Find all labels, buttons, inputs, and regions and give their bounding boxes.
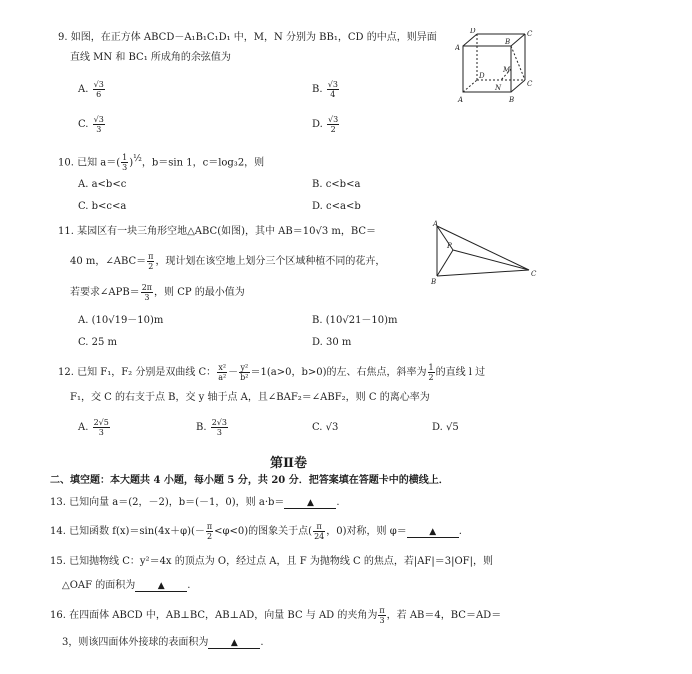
label-a: A bbox=[458, 96, 464, 104]
q12-stem-line1: 12. 已知 F₁，F₂ 分别是双曲线 C： $\frac{\text{x²}}{\text{a²}}$ － $\frac{\text{y²}}{\text{b²}}$ ＝1(a>0，b>0)的左、右焦点，斜率为 $\frac{1}{2}$ 的直线 l 过 bbox=[58, 363, 486, 382]
q11-option-a: A. (10√19－10)m bbox=[78, 315, 164, 326]
q15-blank: ▲ bbox=[135, 581, 187, 592]
q10-option-b: B. c<b<a bbox=[312, 179, 361, 190]
q12-option-a: A. $\frac{2√5}{3}$ bbox=[78, 418, 109, 437]
label-m: M bbox=[503, 66, 511, 74]
q14: 14. 已知函数 f(x)＝sin(4x＋φ)(－ $\frac{\pi}{2}$ <φ<0)的图象关于点( $\frac{\pi}{24}$ ，0)对称，则 φ＝ ▲ . bbox=[50, 522, 462, 541]
q9-number: 9. bbox=[58, 32, 68, 43]
q16-blank: ▲ bbox=[208, 638, 260, 649]
q9-stem-line1 bbox=[58, 32, 437, 44]
q10-stem: 10. 已知 a＝( $\frac{1}{3}$ )$^{\frac{1}{2}}$，b＝sin 1，c＝log₃2，则 bbox=[58, 153, 265, 173]
q11-option-b: B. (10√21－10)m bbox=[312, 315, 398, 326]
q15-line1: 15. 已知抛物线 C：y²＝4x 的顶点为 O，经过点 A，且 F 为抛物线 C 的焦点，若|AF|＝3|OF|，则 bbox=[50, 556, 493, 567]
label-p: P bbox=[447, 242, 452, 250]
label-a1: A bbox=[455, 44, 461, 52]
q12-option-d: D. √5 bbox=[432, 422, 459, 433]
q15-line2: △OAF 的面积为 ▲ . bbox=[62, 580, 191, 591]
q13-blank: ▲ bbox=[284, 498, 336, 509]
q9-option-d: D. $\frac{√3}{2}$ bbox=[312, 115, 339, 134]
q10-option-d: D. c<a<b bbox=[312, 201, 361, 212]
q10-option-a: A. a<b<c bbox=[78, 179, 127, 190]
label-c: C bbox=[531, 270, 537, 278]
q14-blank: ▲ bbox=[407, 527, 459, 538]
label-d1: D bbox=[470, 28, 476, 35]
cube-figure bbox=[455, 28, 535, 106]
q16-line1: 16. 在四面体 ABCD 中，AB⊥BC，AB⊥AD，向量 BC 与 AD 的夹角为 $\frac{\pi}{3}$ ，若 AB＝4，BC＝AD＝ bbox=[50, 606, 502, 625]
q12-option-c: C. √3 bbox=[312, 422, 339, 433]
q11-stem-line3: 若要求∠APB＝ $\frac{2\pi}{3}$ ，则 CP 的最小值为 bbox=[70, 283, 245, 302]
label-c: C bbox=[527, 80, 533, 88]
q9-option-b: B. $\frac{√3}{4}$ bbox=[312, 80, 338, 99]
part2-section-heading: 二、填空题：本大题共 4 小题，每小题 5 分，共 20 分．把答案填在答题卡中的横线上． bbox=[50, 475, 449, 486]
q9-option-c: C. $\frac{√3}{3}$ bbox=[78, 115, 104, 134]
label-a: A bbox=[433, 220, 439, 228]
q10-option-c: C. b<c<a bbox=[78, 201, 127, 212]
q11-stem-line1: 11. 某园区有一块三角形空地△ABC(如图)，其中 AB＝10√3 m，BC＝ bbox=[58, 226, 377, 237]
q16-line2: 3，则该四面体外接球的表面积为 ▲ . bbox=[62, 637, 264, 648]
label-d: D bbox=[479, 72, 485, 80]
q9-stem-text: 如图，在正方体 ABCD－A₁B₁C₁D₁ 中，M，N 分别为 BB₁，CD 的中点，则异面 bbox=[70, 32, 437, 43]
q9-option-a: A. $\frac{√3}{6}$ bbox=[78, 80, 104, 99]
q11-option-c: C. 25 m bbox=[78, 337, 118, 348]
label-b1: B bbox=[505, 38, 511, 46]
label-b: B bbox=[431, 278, 437, 286]
triangle-figure bbox=[425, 220, 540, 288]
q9-stem-line2: 直线 MN 和 BC₁ 所成角的余弦值为 bbox=[70, 52, 231, 63]
q13: 13. 已知向量 a＝(2，－2)，b＝(－1，0)，则 a·b＝ ▲ . bbox=[50, 497, 340, 508]
label-b: B bbox=[509, 96, 515, 104]
q11-stem-line2: 40 m，∠ABC＝ $\frac{\pi}{2}$ ，现计划在该空地上划分三个区域种植不同的花卉， bbox=[70, 252, 386, 271]
part2-title: 第Ⅱ卷 bbox=[270, 456, 307, 471]
label-c1: C bbox=[527, 30, 533, 38]
q12-stem-line2: F₁，交 C 的右支于点 B，交 y 轴于点 A，且∠BAF₂＝∠ABF₂，则 C 的离心率为 bbox=[70, 392, 430, 403]
q11-option-d: D. 30 m bbox=[312, 337, 352, 348]
label-n: N bbox=[495, 84, 502, 92]
q12-option-b: B. $\frac{2√3}{3}$ bbox=[196, 418, 227, 437]
